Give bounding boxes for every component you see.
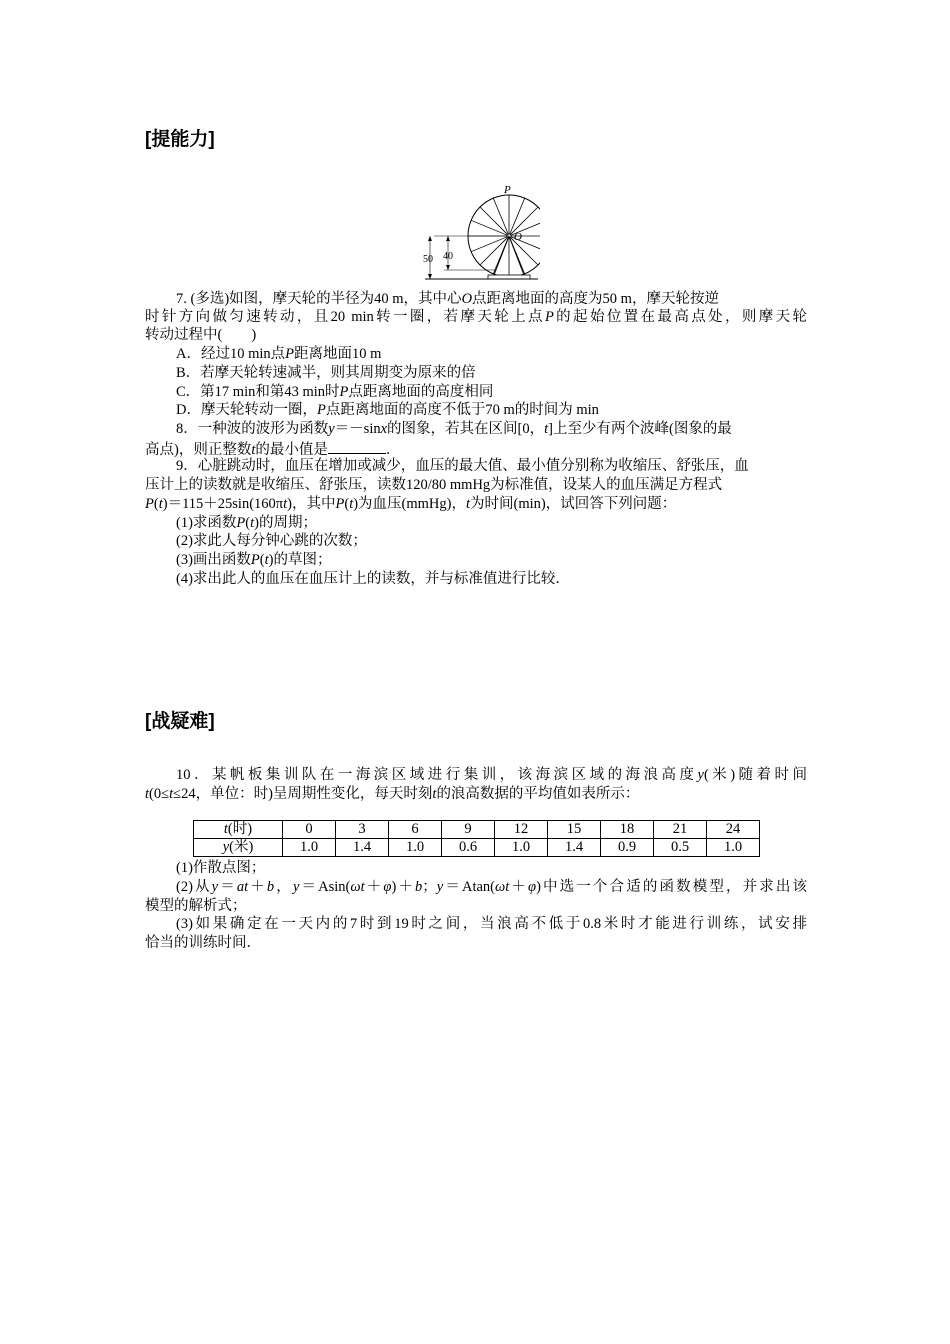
q7-option-a: A．经过10 min点P距离地面10 m [176,346,382,362]
table-cell: 6 [389,821,442,839]
q10-item-2-cont: 模型的解析式； [145,898,247,914]
q8-line-2: 高点)，则正整数t的最小值是 ． [145,439,807,459]
q10-item-3-cont: 恰当的训练时间． [145,935,261,951]
q10-item-2: (2)从y＝at＋b，y＝Asin(ωt＋φ)＋b；y＝Atan(ωt＋φ)中选一个合适的函数模型，并求出该 [176,879,807,895]
table-cell: 0.9 [601,839,654,857]
q10-item-1: (1)作散点图； [176,860,266,876]
section-title-tinengli: [提能力] [145,129,215,150]
q7-line-3: 转动过程中( ) [145,327,257,343]
table-cell: 1.4 [336,839,389,857]
q7-option-d: D．摩天轮转动一圈，P点距离地面的高度不低于70 m的时间为 min [176,402,599,418]
q7-option-b: B．若摩天轮转速减半，则其周期变为原来的倍 [176,365,476,381]
label-40: 40 [443,251,453,262]
label-50: 50 [423,254,433,265]
q9-line-1: 9．心脏跳动时，血压在增加或减少，血压的最大值、最小值分别称为收缩压、舒张压，血 [176,458,749,474]
label-p: P [504,184,511,196]
section-title-zhanyinan: [战疑难] [145,711,215,732]
table-cell: 0 [283,821,336,839]
q9-line-3: P(t)＝115＋25sin(160πt)，其中P(t)为血压(mmHg)，t为时间(min)，试回答下列问题： [145,496,677,512]
q7-line-2: 时针方向做匀速转动，且20 min转一圈，若摩天轮上点P的起始位置在最高点处，则摩天轮 [145,309,808,325]
wave-height-table [193,820,760,857]
q9-item-4: (4)求出此人的血压在血压计上的读数，并与标准值进行比较． [176,571,570,587]
table-cell: 21 [654,821,707,839]
q7-line-1: 7. (多选)如图，摩天轮的半径为40 m，其中心O点距离地面的高度为50 m，摩天轮按逆 [176,291,719,307]
table-cell: 3 [336,821,389,839]
q10-item-3: (3)如果确定在一天内的7时到19时之间，当浪高不低于0.8米时才能进行训练，试安排 [176,916,807,932]
q8-line-1: 8．一种波的波形为函数y＝－sinx的图象，若其在区间[0，t]上至少有两个波峰(图象的最 [176,421,732,437]
q9-item-3: (3)画出函数P(t)的草图； [176,552,332,568]
table-cell: 0.6 [442,839,495,857]
table-row-t [194,821,760,839]
table-cell: 1.0 [389,839,442,857]
q9-item-2: (2)求此人每分钟心跳的次数； [176,533,367,549]
table-cell: 12 [495,821,548,839]
table-cell: 1.0 [707,839,760,857]
table-cell: 0.5 [654,839,707,857]
q9-line-2: 压计上的读数就是收缩压、舒张压，读数120/80 mmHg为标准值，设某人的血压满足方程式 [145,477,723,493]
table-row-y [194,839,760,857]
q7-option-c: C．第17 min和第43 min时P点距离地面的高度相同 [176,384,494,400]
table-cell: 18 [601,821,654,839]
table-head-t: t(时) [194,821,283,839]
answer-blank[interactable] [328,439,386,454]
label-o: O [514,231,522,243]
table-head-y: y(米) [194,839,283,857]
q9-item-1: (1)求函数P(t)的周期； [176,515,317,531]
table-cell: 15 [548,821,601,839]
table-cell: 1.4 [548,839,601,857]
table-cell: 9 [442,821,495,839]
ferris-wheel-figure [420,182,540,286]
q10-line-2: t(0≤t≤24，单位：时)呈周期性变化，每天时刻t的浪高数据的平均值如表所示： [145,786,640,802]
q10-line-1: 10．某帆板集训队在一海滨区域进行集训，该海滨区域的海浪高度y(米)随着时间 [176,767,807,783]
table-cell: 1.0 [495,839,548,857]
table-cell: 1.0 [283,839,336,857]
table-cell: 24 [707,821,760,839]
